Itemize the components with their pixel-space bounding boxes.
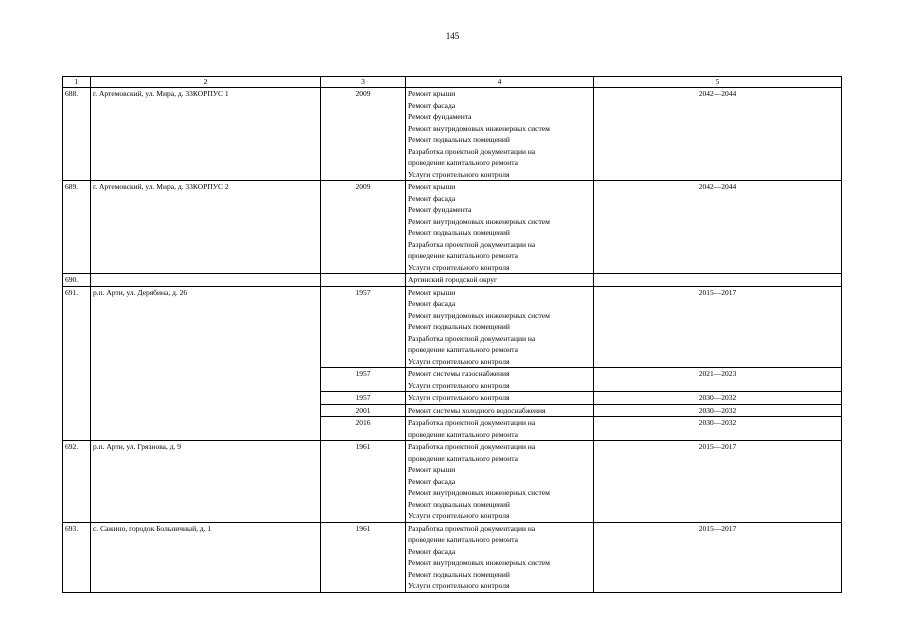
- works-list: [406, 368, 594, 392]
- work-item: Ремонт крыши: [408, 287, 456, 297]
- building-address: р.п. Арти, ул. Дерябина, д. 26: [91, 286, 321, 441]
- row-number: 690.: [63, 274, 91, 287]
- column-number: 2: [91, 77, 321, 88]
- construction-year: 1961: [321, 441, 406, 523]
- work-item: Ремонт фасада: [408, 546, 456, 556]
- section-title: Артинский городской округ: [406, 274, 594, 287]
- column-number-row: [63, 77, 842, 88]
- work-item: Разработка проектной документации на: [408, 442, 536, 451]
- work-item: Ремонт крыши: [408, 182, 456, 191]
- work-item: Ремонт крыши: [408, 465, 456, 474]
- work-item: проведение капитального ремонта: [408, 429, 518, 439]
- work-item: проведение капитального ремонта: [408, 251, 518, 260]
- repair-period: 2030—2032: [594, 404, 842, 417]
- work-item: Ремонт фасада: [408, 193, 456, 203]
- construction-year: 2009: [321, 88, 406, 181]
- work-item: Ремонт фасада: [408, 476, 456, 486]
- work-item: Разработка проектной документации на: [408, 146, 536, 156]
- column-number: 3: [321, 77, 406, 88]
- works-list: [406, 522, 594, 592]
- empty-cell: [594, 274, 842, 287]
- building-address: р.п. Арти, ул. Грязнова, д. 9: [91, 441, 321, 523]
- work-item: проведение капитального ремонта: [408, 158, 518, 167]
- work-item: Ремонт внутридомовых инженерных систем: [408, 310, 550, 320]
- work-item: Ремонт системы газоснабжения: [408, 369, 510, 378]
- work-item: Ремонт системы холодного водоснабжения: [408, 405, 546, 415]
- work-item: Ремонт фундамента: [408, 112, 472, 121]
- work-item: Ремонт подвальных помещений: [408, 322, 510, 331]
- work-item: Ремонт подвальных помещений: [408, 135, 510, 144]
- work-item: Разработка проектной документации на: [408, 333, 536, 343]
- work-item: Ремонт внутридомовых инженерных систем: [408, 123, 550, 133]
- column-number: 4: [406, 77, 594, 88]
- repair-period: 2042—2044: [594, 88, 842, 181]
- work-item: Ремонт крыши: [408, 89, 456, 98]
- work-item: Услуги строительного контроля: [408, 169, 510, 179]
- work-item: Услуги строительного контроля: [408, 356, 510, 366]
- table-row: [63, 88, 842, 181]
- work-item: Ремонт подвальных помещений: [408, 228, 510, 237]
- construction-year: 1961: [321, 522, 406, 592]
- works-list: [406, 286, 594, 368]
- construction-year: 2001: [321, 404, 406, 417]
- construction-year: 2016: [321, 417, 406, 441]
- repair-period: 2030—2032: [594, 392, 842, 405]
- work-item: Услуги строительного контроля: [408, 393, 510, 402]
- building-address: г. Артемовский, ул. Мира, д. 33КОРПУС 1: [91, 88, 321, 181]
- building-address: с. Сажино, городок Больничный, д. 1: [91, 522, 321, 592]
- works-list: [406, 181, 594, 274]
- works-list: [406, 392, 594, 405]
- work-item: Ремонт внутридомовых инженерных систем: [408, 216, 550, 226]
- table-row: [63, 286, 842, 368]
- column-number: 5: [594, 77, 842, 88]
- repair-period: 2015—2017: [594, 522, 842, 592]
- works-list: [406, 404, 594, 417]
- works-list: [406, 88, 594, 181]
- construction-year: 1957: [321, 368, 406, 392]
- work-item: Услуги строительного контроля: [408, 581, 510, 590]
- work-item: Услуги строительного контроля: [408, 380, 510, 390]
- row-number: 691.: [63, 286, 91, 441]
- work-item: Ремонт подвальных помещений: [408, 569, 510, 579]
- repair-period: 2021—2023: [594, 368, 842, 392]
- table-row: [63, 441, 842, 523]
- row-number: 688.: [63, 88, 91, 181]
- empty-cell: [91, 274, 321, 287]
- row-number: 693.: [63, 522, 91, 592]
- page-number: 145: [445, 31, 460, 41]
- work-item: Ремонт фасада: [408, 100, 456, 110]
- column-number: 1: [63, 77, 91, 88]
- repair-period: 2030—2032: [594, 417, 842, 441]
- row-number: 689.: [63, 181, 91, 274]
- repair-period: 2015—2017: [594, 286, 842, 368]
- section-row: [63, 274, 842, 287]
- work-item: Разработка проектной документации на: [408, 523, 536, 533]
- repair-period: 2015—2017: [594, 441, 842, 523]
- table-row: [63, 522, 842, 592]
- work-item: Ремонт внутридомовых инженерных систем: [408, 558, 550, 567]
- works-list: [406, 441, 594, 523]
- row-number: 692.: [63, 441, 91, 523]
- work-item: Услуги строительного контроля: [408, 262, 510, 272]
- work-item: Разработка проектной документации на: [408, 418, 536, 427]
- work-item: Ремонт фасада: [408, 299, 456, 308]
- repair-schedule-table: [62, 76, 842, 593]
- work-item: Разработка проектной документации на: [408, 239, 536, 249]
- construction-year: 1957: [321, 286, 406, 368]
- work-item: проведение капитального ремонта: [408, 453, 518, 463]
- work-item: проведение капитального ремонта: [408, 345, 518, 354]
- construction-year: 2009: [321, 181, 406, 274]
- work-item: Ремонт фундамента: [408, 205, 472, 214]
- empty-cell: [321, 274, 406, 287]
- works-list: [406, 417, 594, 441]
- work-item: Ремонт внутридомовых инженерных систем: [408, 488, 550, 497]
- table-row: [63, 181, 842, 274]
- work-item: Ремонт подвальных помещений: [408, 499, 510, 509]
- repair-period: 2042—2044: [594, 181, 842, 274]
- construction-year: 1957: [321, 392, 406, 405]
- work-item: проведение капитального ремонта: [408, 535, 518, 544]
- building-address: г. Артемовский, ул. Мира, д. 33КОРПУС 2: [91, 181, 321, 274]
- table-body: [63, 77, 842, 593]
- work-item: Услуги строительного контроля: [408, 511, 510, 520]
